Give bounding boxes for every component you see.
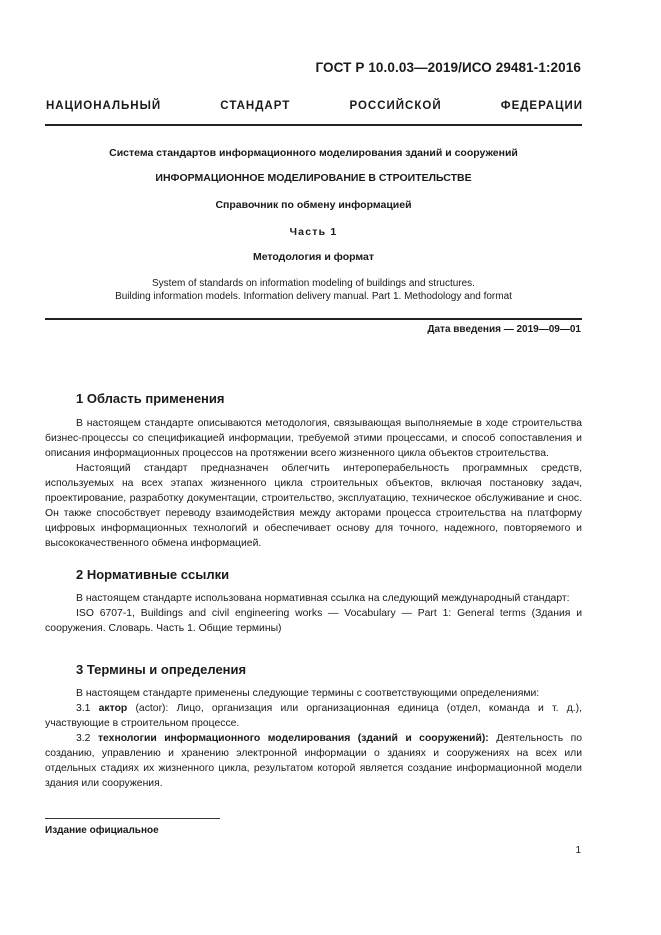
term-3-1-definition: (actor): Лицо, организация или организационная единица (отдел, команда и т. д.), участвующие в строительном процессе. <box>45 703 582 729</box>
term-3-2-definition: Деятельность по созданию, управлению и хранению электронной информации о зданиях и сооружениях на всех или отдельных стадиях их жизненного цикла, результатом которой является создание информационной модели здания или сооружения. <box>45 733 582 789</box>
term-3-2 <box>45 731 582 791</box>
national-standard-banner: НАЦИОНАЛЬНЫЙ СТАНДАРТ РОССИЙСКОЙ ФЕДЕРАЦИИ <box>46 100 583 112</box>
document-code: ГОСТ Р 10.0.03—2019/ИСО 29481-1:2016 <box>315 60 581 75</box>
section-2-heading: 2 Нормативные ссылки <box>76 567 230 582</box>
series-title: Система стандартов информационного моделирования зданий и сооружений <box>109 147 518 159</box>
section-2-paragraph-1: В настоящем стандарте использована нормативная ссылка на следующий международный стандарт: <box>76 593 570 604</box>
term-3-1 <box>45 701 582 731</box>
title-divider <box>45 318 582 320</box>
section-2-body <box>45 591 582 636</box>
term-3-1-number: 3.1 <box>76 703 91 714</box>
page-number: 1 <box>575 845 581 856</box>
footer-divider <box>45 818 220 819</box>
part-title: Методология и формат <box>252 251 375 263</box>
main-title: ИНФОРМАЦИОННОЕ МОДЕЛИРОВАНИЕ В СТРОИТЕЛЬСТВЕ <box>155 172 472 184</box>
section-1-paragraph-2: Настоящий стандарт предназначен облегчить интероперабельность программных средств, используемых на всех этапах жизненного цикла строительных объектов, включая постановку задач, проектирование, разработку документации, строительство, эксплуатацию, техническое обслуживание и снос. Он также способствует переводу взаимодействия между акторами процесса строительства на платформу цифровых информационных технологий и обеспечивает основу для точного, надежного, повторяемого и высококачественного обмена информацией. <box>45 463 582 549</box>
official-edition-label: Издание официальное <box>45 825 159 836</box>
section-1-paragraph-1: В настоящем стандарте описываются методология, связывающая выполняемые в ходе строительства бизнес-процессы со спецификацией информации, требуемой этими процессами, и способ сопоставления и описания информационных процессов на протяжении всего жизненного цикла объектов строительства. <box>45 418 582 459</box>
term-3-2-number: 3.2 <box>76 733 91 744</box>
term-3-1-name: актор <box>98 703 128 714</box>
english-title-line2: Building information models. Information delivery manual. Part 1. Methodology and format <box>115 291 512 302</box>
top-divider <box>45 124 582 126</box>
english-title-line1: System of standards on information modeling of buildings and structures. <box>152 278 475 289</box>
section-1-heading: 1 Область применения <box>76 391 225 406</box>
subtitle: Справочник по обмену информацией <box>215 199 412 211</box>
section-3-body <box>45 686 582 791</box>
introduction-date: Дата введения — 2019—09—01 <box>427 324 581 335</box>
part-label: Часть 1 <box>289 226 338 238</box>
section-3-paragraph-1: В настоящем стандарте применены следующие термины с соответствующими определениями: <box>76 688 540 699</box>
section-2-reference: ISO 6707-1, Buildings and civil engineering works — Vocabulary — Part 1: General terms (Здания и сооружения. Словарь. Часть 1. Общие термины) <box>45 608 582 634</box>
term-3-2-name: технологии информационного моделирования (зданий и сооружений): <box>97 733 489 744</box>
section-3-heading: 3 Термины и определения <box>76 662 247 677</box>
section-1-body <box>45 416 582 551</box>
